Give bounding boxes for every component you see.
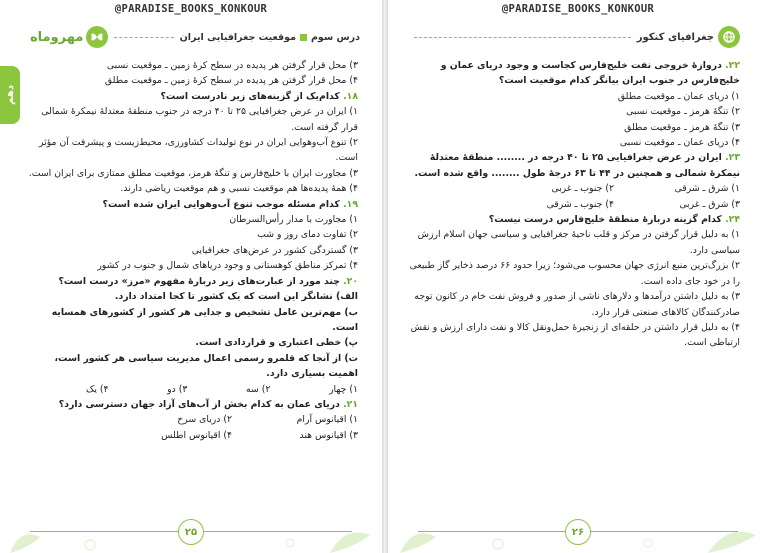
question-19: ۱۹. کدام مسئله موجب تنوع آب‌وهوایی ایران شده است؟ [102, 198, 358, 210]
right-content [408, 58, 740, 351]
options-row [26, 382, 358, 397]
watermark: @PARADISE_BOOKS_KONKOUR [501, 3, 655, 15]
series-brand [637, 26, 740, 48]
left-content [26, 58, 358, 443]
lesson-title: موقعیت جغرافیایی ایران [179, 31, 296, 43]
option: ۱) مجاورت با مدار رأس‌السرطان [229, 214, 358, 226]
option: ۳) گستردگی کشور در عرض‌های جغرافیایی [191, 244, 358, 256]
options-grid [26, 412, 358, 443]
option-line: ۳) محل قرار گرفتن هر پدیده در سطح کرهٔ زمین ـ موقعیت نسبی [106, 60, 358, 71]
option: ۱) به دلیل قرار گرفتن در مرکز و قلب ناحیهٔ جغرافیایی و سیاسی جهان اسلام ارزش سیاسی دارد. [417, 229, 740, 256]
header-rule [414, 37, 631, 38]
option: ۱) شرق ـ شرقی [674, 183, 740, 195]
grade-label: دهم [4, 85, 16, 105]
option: ۲) تنوع آب‌وهوایی ایران در نوع تولیدات کشاورزی، محیط‌زیست و پیشرفت آن مؤثر است. [38, 137, 358, 164]
lesson-label: درس سوم [310, 31, 360, 43]
option: ۲) تفاوت دمای روز و شب [257, 229, 358, 241]
page-number: ۲۶ [565, 519, 591, 545]
option: ۳) به دلیل داشتن درآمدها و دلارهای ناشی از صدور و فروش نفت خام در کانون توجه صادرکنندگان کالاهای صنعتی قرار دارد. [414, 291, 740, 318]
statement: پ) خطی اعتباری و قراردادی است. [195, 337, 358, 349]
option: ۳) اقیانوس هند [299, 429, 358, 441]
question-22: ۲۲. دروازهٔ خروجی نفت خلیج‌فارس کجاست و وجود دریای عمان و خلیج‌فارس در جنوب ایران بیانگر کدام موقعیت است؟ [440, 60, 740, 87]
page-header [408, 22, 740, 52]
option: ۱) ایران در عرض جغرافیایی ۲۵ تا ۴۰ درجه در جنوب منطقهٔ معتدلهٔ نیمکرهٔ شمالی قرار گرفته است. [41, 106, 358, 133]
globe-icon [718, 26, 740, 48]
page-number: ۲۵ [178, 519, 204, 545]
option: ۴) دریای عمان ـ موقعیت نسبی [619, 137, 740, 149]
square-bullet-icon [300, 34, 307, 41]
right-page [388, 0, 768, 553]
options-grid [408, 181, 740, 212]
page-footer [0, 519, 382, 543]
option: ۳) تنگهٔ هرمز ـ موقعیت مطلق [624, 121, 740, 133]
option: ۴) جنوب ـ شرقی [546, 198, 614, 210]
header-rule [114, 37, 173, 38]
question-20: ۲۰. چند مورد از عبارت‌های زیر دربارهٔ مفهوم «مرز» درست است؟ [58, 275, 358, 287]
option: ۳) دو [167, 383, 188, 395]
option: ۴) اقیانوس اطلس [161, 429, 232, 441]
left-page [0, 0, 382, 553]
option: ۴) همهٔ پدیده‌ها هم موقعیت نسبی و هم موقعیت ریاضی دارند. [120, 183, 358, 195]
option: ۳) شرق ـ غربی [679, 198, 740, 210]
page-footer [388, 519, 768, 543]
option: ۲) جنوب ـ غربی [551, 183, 614, 195]
option: ۲) سه [246, 383, 271, 395]
option: ۲) بزرگ‌ترین منبع انرژی جهان محسوب می‌شود؛ زیرا حدود ۶۶ درصد ذخایر گاز طبیعی را در خود جای داده است. [409, 260, 740, 287]
question-18: ۱۸. کدام‌یک از گزینه‌های زیر نادرست است؟ [160, 90, 358, 102]
question-21: ۲۱. دریای عمان به کدام بخش از آب‌های آزاد جهان دسترسی دارد؟ [58, 398, 358, 410]
option: ۱) اقیانوس آرام [296, 414, 358, 426]
option: ۲) دریای سرخ [177, 414, 232, 426]
option: ۱) دریای عمان ـ موقعیت مطلق [617, 90, 740, 102]
option: ۴) به دلیل قرار داشتن در حلقه‌ای از زنجیرهٔ حمل‌ونقل کالا و نفت دارای ارزش و نقش ارتباطی است. [410, 321, 740, 349]
question-23: ۲۳. ایران در عرض جغرافیایی ۲۵ تا ۴۰ درجه در ........ منطقهٔ معتدلهٔ نیمکرهٔ شمالی و همچنین در ۴۴ تا ۶۳ درجهٔ طول ........ واقع شده است. [414, 152, 740, 179]
option-line: ۴) محل قرار گرفتن هر پدیده در سطح کرهٔ زمین ـ موقعیت مطلق [104, 75, 358, 87]
option: ۴) یک [86, 383, 109, 395]
watermark: @PARADISE_BOOKS_KONKOUR [114, 3, 268, 15]
page-header [30, 22, 360, 52]
grade-tab [0, 66, 20, 124]
option: ۱) چهار [329, 383, 358, 395]
series-name: جغرافیای کنکور [636, 31, 714, 43]
statement: ت) از آنجا که قلمرو رسمی اعمال مدیریت سیاسی هر کشور است، اهمیت بسیاری دارد. [54, 352, 358, 380]
statement: الف) نشانگر این است که یک کشور تا کجا امتداد دارد. [114, 291, 358, 303]
butterfly-icon [86, 26, 108, 48]
lesson-heading [180, 32, 360, 43]
option: ۳) مجاورت ایران با خلیج‌فارس و تنگهٔ هرمز، موقعیت مطلق ممتازی برای ایران است. [28, 167, 358, 179]
publisher-logo [30, 26, 108, 48]
option: ۲) تنگهٔ هرمز ـ موقعیت نسبی [626, 106, 740, 118]
publisher-name: مهروماه [30, 29, 84, 45]
question-24: ۲۴. کدام گزینه دربارهٔ منطقهٔ خلیج‌فارس درست نیست؟ [488, 214, 740, 226]
statement: ب) مهم‌ترین عامل تشخیص و جدایی هر کشور از کشورهای همسایه است. [51, 306, 358, 333]
option: ۴) تمرکز مناطق کوهستانی و وجود دریاهای شمال و جنوب در کشور [97, 260, 358, 272]
